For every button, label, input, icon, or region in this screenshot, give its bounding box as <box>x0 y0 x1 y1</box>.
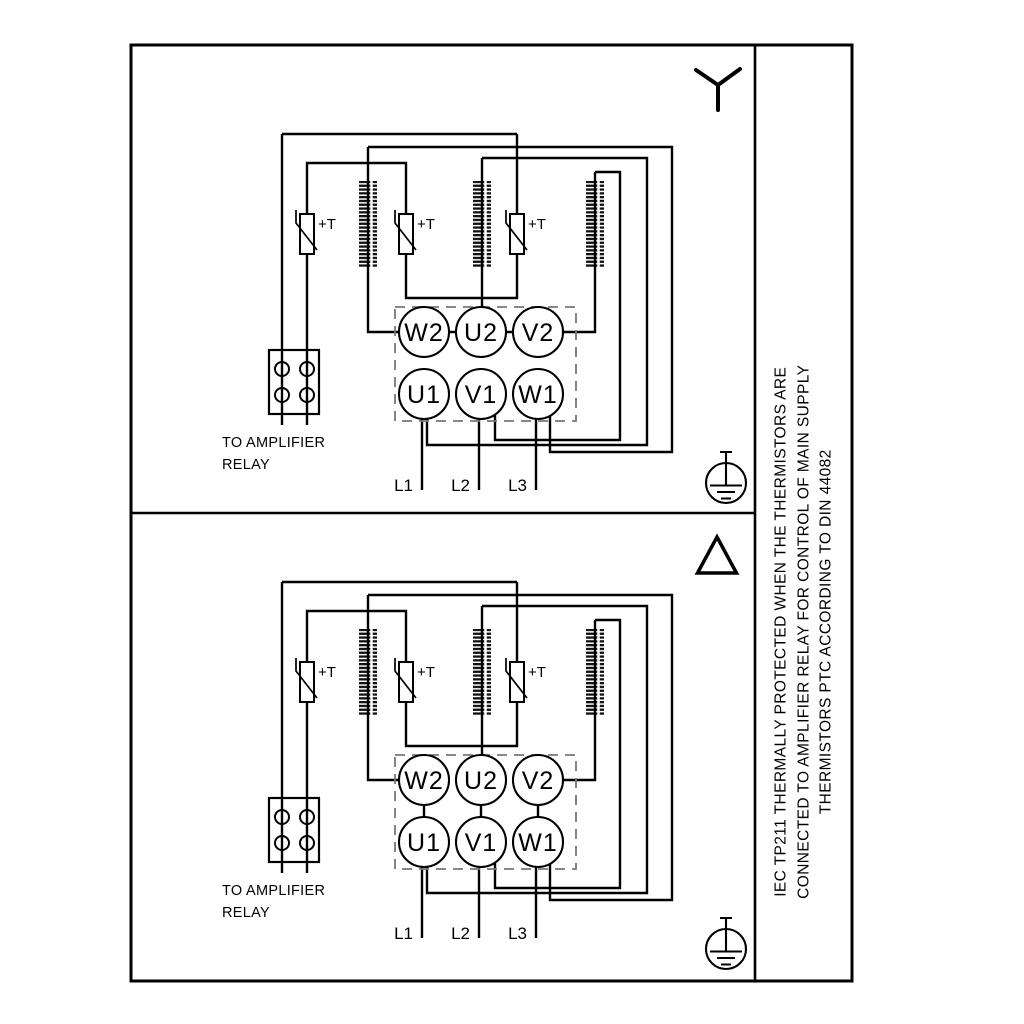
thermistor-body <box>300 214 314 254</box>
terminal-label-w1: W1 <box>518 381 558 409</box>
side-note-line: IEC TP211 THERMALLY PROTECTED WHEN THE THERMISTORS ARE <box>772 366 790 898</box>
thermistor-label: +T <box>417 664 435 681</box>
supply-label-l1: L1 <box>394 476 413 495</box>
terminal-label-v1: V1 <box>464 829 498 857</box>
delta-bridge-links <box>424 805 538 817</box>
thermistor-label: +T <box>528 664 546 681</box>
terminal-label-w2: W2 <box>404 767 444 795</box>
thermistor-label: +T <box>528 216 546 233</box>
side-note-line: CONNECTED TO AMPLIFIER RELAY FOR CONTROL OF MAIN SUPPLY <box>794 364 812 900</box>
side-note-line: THERMISTORS PTC ACCORDING TO DIN 44082 <box>817 449 835 815</box>
relay-note-line2: RELAY <box>222 905 270 921</box>
terminal-board <box>395 755 576 869</box>
star-connection-panel <box>130 44 755 513</box>
relay-note-line2: RELAY <box>222 457 270 473</box>
terminal-label-u2: U2 <box>464 767 498 795</box>
star-circuit <box>222 134 672 495</box>
relay-block-outline <box>269 798 319 862</box>
supply-label-l3: L3 <box>508 924 527 943</box>
thermistor-label: +T <box>417 216 435 233</box>
relay-note-line1: TO AMPLIFIER <box>222 883 326 899</box>
amplifier-relay-terminal-block <box>269 798 319 862</box>
thermistor-2 <box>395 210 435 254</box>
terminal-label-w2: W2 <box>404 319 444 347</box>
thermistor-body <box>300 662 314 702</box>
relay-note-line1: TO AMPLIFIER <box>222 435 326 451</box>
supply-label-l1: L1 <box>394 924 413 943</box>
terminal-label-u2: U2 <box>464 319 498 347</box>
thermistor-label: +T <box>318 216 336 233</box>
thermistor-3 <box>506 658 546 702</box>
thermistor-label: +T <box>318 664 336 681</box>
protective-earth-icon <box>706 452 746 503</box>
thermistor-2 <box>395 658 435 702</box>
terminal-label-u1: U1 <box>407 381 441 409</box>
terminal-board <box>395 307 576 421</box>
terminal-label-w1: W1 <box>518 829 558 857</box>
side-note-text <box>770 365 838 899</box>
terminal-label-v2: V2 <box>521 767 555 795</box>
supply-label-l2: L2 <box>451 924 470 943</box>
amplifier-relay-terminal-block <box>269 350 319 414</box>
relay-block-outline <box>269 350 319 414</box>
thermistor-body <box>510 214 524 254</box>
terminal-label-v1: V1 <box>464 381 498 409</box>
thermistor-body <box>399 214 413 254</box>
delta-connection-icon <box>698 537 737 573</box>
side-note-panel <box>755 44 853 982</box>
terminal-label-v2: V2 <box>521 319 555 347</box>
thermistor-3 <box>506 210 546 254</box>
thermistor-1 <box>296 210 336 254</box>
thermistor-body <box>399 662 413 702</box>
wye-connection-icon <box>696 69 740 110</box>
supply-label-l2: L2 <box>451 476 470 495</box>
terminal-label-u1: U1 <box>407 829 441 857</box>
thermistor-1 <box>296 658 336 702</box>
supply-label-l3: L3 <box>508 476 527 495</box>
protective-earth-icon <box>706 918 746 969</box>
delta-connection-panel <box>130 513 755 979</box>
thermistor-body <box>510 662 524 702</box>
delta-circuit <box>222 582 672 943</box>
